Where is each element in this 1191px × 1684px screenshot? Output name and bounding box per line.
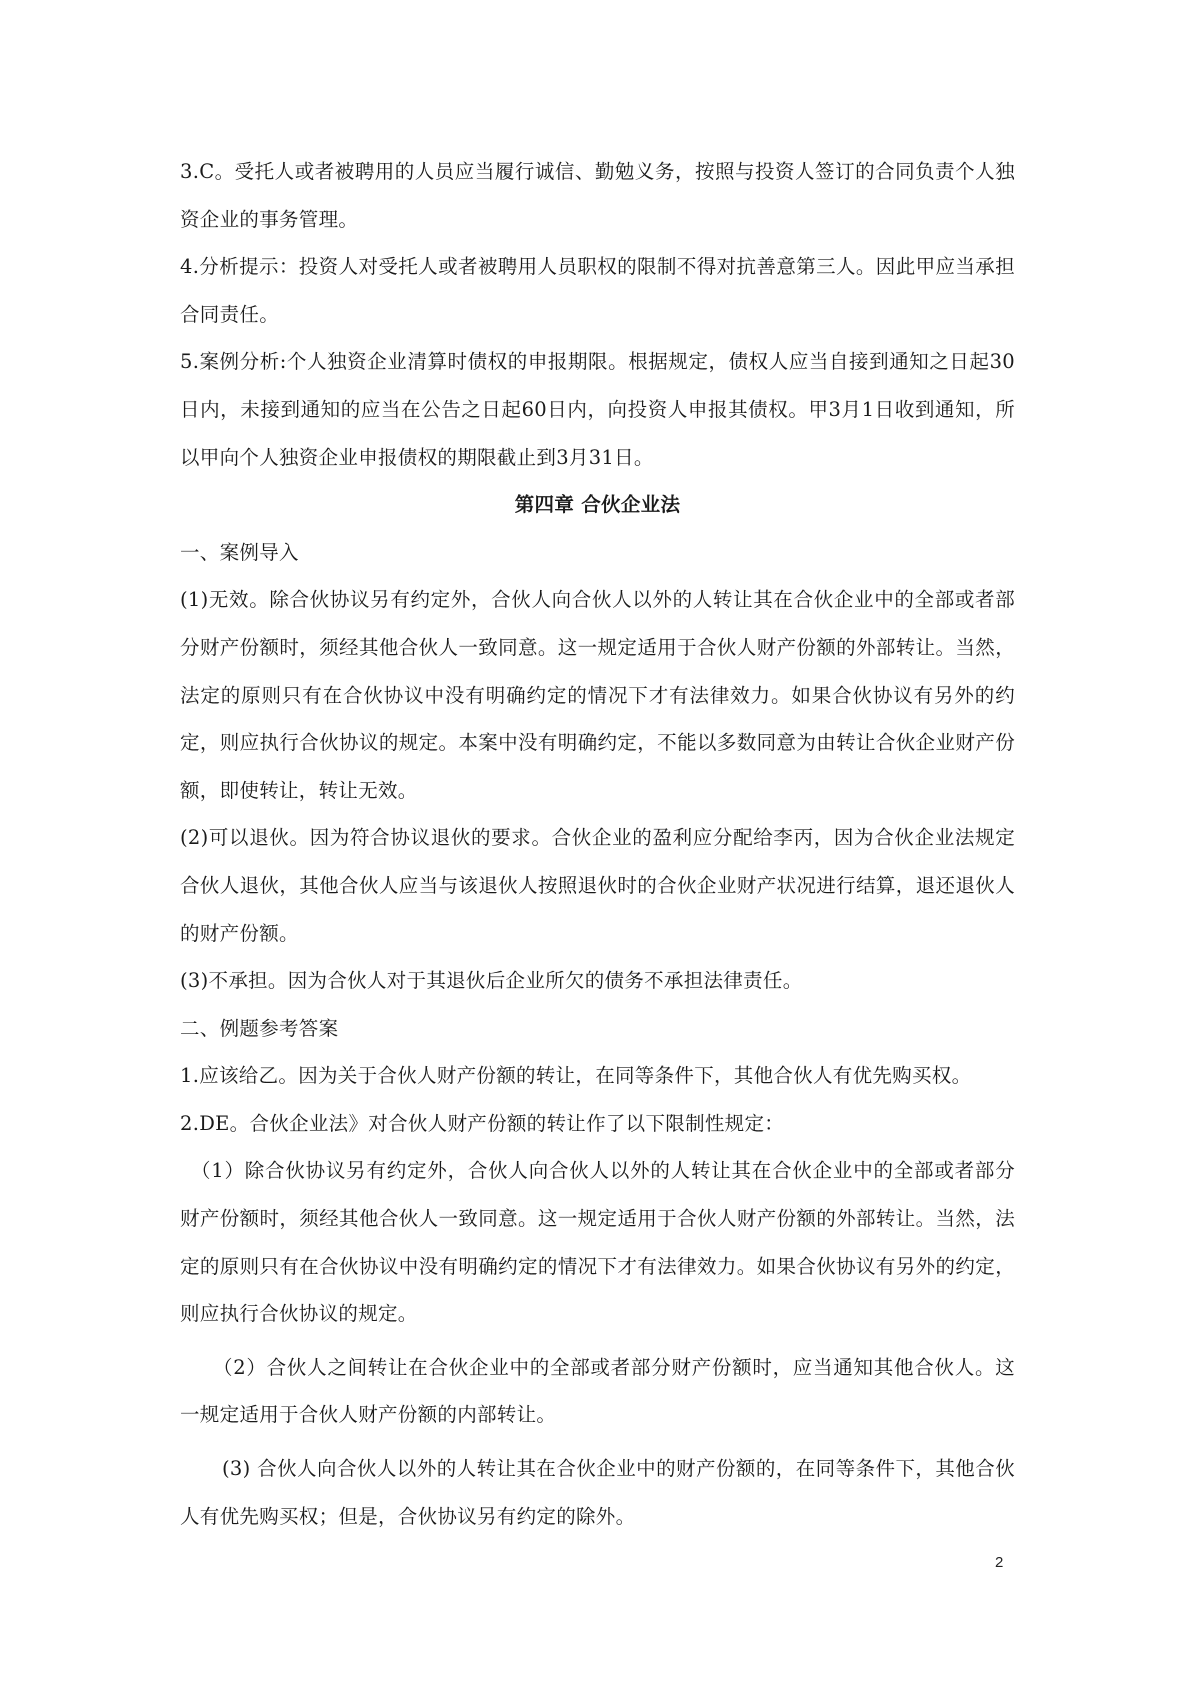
section-heading-example-answers: 二、例题参考答案	[180, 1016, 339, 1040]
page-number: 2	[995, 1554, 1004, 1571]
paragraph-example-1: 1.应该给乙。因为关于合伙人财产份额的转让，在同等条件下，其他合伙人有优先购买权。	[180, 1064, 972, 1088]
paragraph-restriction-2: （2）合伙人之间转让在合伙企业中的全部或者部分财产份额时，应当通知其他合伙人。这一规定适用于合伙人财产份额的内部转让。	[180, 1355, 1015, 1427]
paragraph-restriction-1: （1）除合伙协议另有约定外，合伙人向合伙人以外的人转让其在合伙企业中的全部或者部分财产份额时，须经其他合伙人一致同意。这一规定适用于合伙人财产份额的外部转让。当然，法定的原则只有在合伙协议中没有明确约定的情况下才有法律效力。如果合伙协议有另外的约定，则应执行合伙协议的规定。	[180, 1159, 1015, 1326]
paragraph-case-2: (2)可以退伙。因为符合协议退伙的要求。合伙企业的盈利应分配给李丙，因为合伙企业法规定合伙人退伙，其他合伙人应当与该退伙人按照退伙时的合伙企业财产状况进行结算，退还退伙人的财产份额。	[180, 826, 1015, 945]
paragraph-example-2: 2.DE。合伙企业法》对合伙人财产份额的转让作了以下限制性规定：	[180, 1111, 785, 1135]
paragraph-answer-5: 5.案例分析:个人独资企业清算时债权的申报期限。根据规定，债权人应当自接到通知之日起30日内，未接到通知的应当在公告之日起60日内，向投资人申报其债权。甲3月1日收到通知，所以甲向个人独资企业申报债权的期限截止到3月31日。	[180, 350, 1015, 469]
paragraph-answer-4: 4.分析提示：投资人对受托人或者被聘用人员职权的限制不得对抗善意第三人。因此甲应当承担合同责任。	[180, 255, 1015, 326]
paragraph-restriction-3: (3) 合伙人向合伙人以外的人转让其在合伙企业中的财产份额的，在同等条件下，其他合伙人有优先购买权；但是，合伙协议另有约定的除外。	[180, 1457, 1015, 1528]
paragraph-answer-3: 3.C。受托人或者被聘用的人员应当履行诚信、勤勉义务，按照与投资人签订的合同负责个人独资企业的事务管理。	[180, 160, 1015, 231]
document-body	[180, 148, 1015, 1540]
paragraph-case-3: (3)不承担。因为合伙人对于其退伙后企业所欠的债务不承担法律责任。	[180, 969, 803, 993]
section-heading-case-intro: 一、案例导入	[180, 540, 299, 564]
paragraph-case-1: (1)无效。除合伙协议另有约定外，合伙人向合伙人以外的人转让其在合伙企业中的全部或者部分财产份额时，须经其他合伙人一致同意。这一规定适用于合伙人财产份额的外部转让。当然，法定的原则只有在合伙协议中没有明确约定的情况下才有法律效力。如果合伙协议有另外的约定，则应执行合伙协议的规定。本案中没有明确约定，不能以多数同意为由转让合伙企业财产份额，即使转让，转让无效。	[180, 588, 1015, 802]
chapter-heading: 第四章 合伙企业法	[514, 493, 681, 517]
